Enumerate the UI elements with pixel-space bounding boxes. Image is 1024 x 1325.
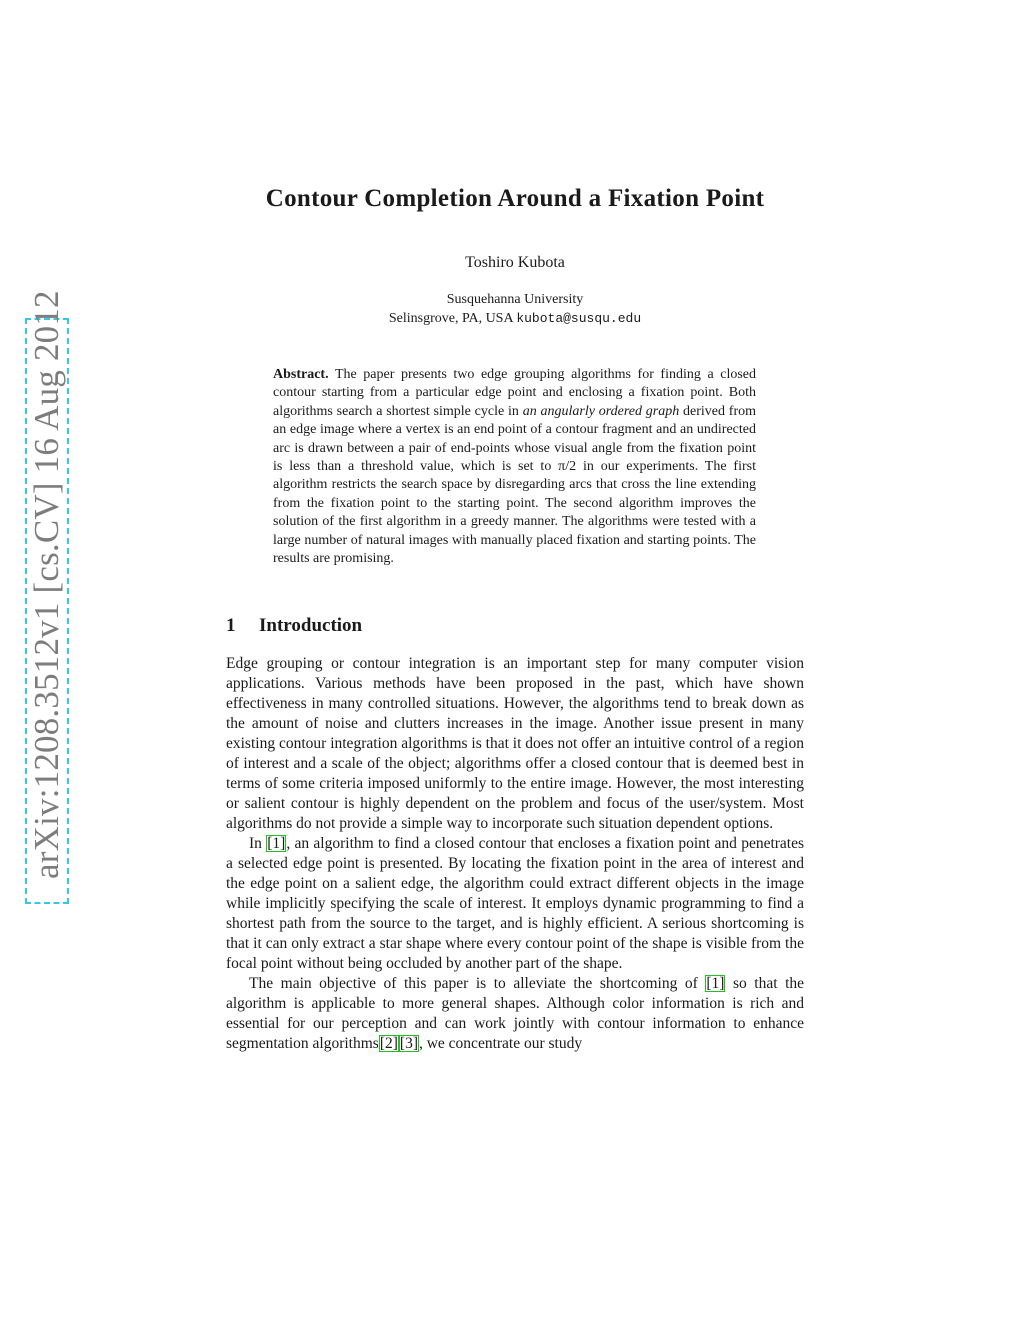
p3-text-a: The main objective of this paper is to alleviate the shortcoming of [249, 975, 698, 992]
section-heading [226, 615, 362, 637]
author-name: Toshiro Kubota [465, 254, 565, 271]
paper-title: Contour Completion Around a Fixation Point [265, 185, 765, 212]
abstract-label: Abstract. [273, 367, 329, 382]
section-number: 1 [226, 615, 236, 636]
intro-paragraph-1: Edge grouping or contour integration is an important step for many computer vision applications. Various methods have been proposed in the past, which have shown effectiveness in many controlled situations. However, the algorithms tend to break down as the amount of noise and clutters increases in the image. Another issue present in many existing contour integration algorithms is that it does not offer an intuitive control of a region of interest and a scale of the object; algorithms offer a closed contour that is deemed best in terms of some criteria imposed uniformly to the entire image. However, the most interesting or salient contour is highly dependent on the problem and focus of the user/system. Most algorithms do not provide a simple way to incorporate such situation dependent options. [226, 655, 804, 832]
citation-2-link[interactable]: [2] [379, 1035, 398, 1052]
p2-text-a: In [249, 835, 262, 852]
affiliation-block [0, 290, 1024, 328]
location: Selinsgrove, PA, USA [388, 311, 513, 326]
intro-body [226, 654, 804, 1054]
intro-paragraph-3 [226, 974, 804, 1054]
citation-1-link[interactable]: [1] [706, 975, 725, 992]
p3-text-b: so that the algorithm is applicable to more general shapes. Although color information is rich and essential for our perception and can work jointly with contour information to enhance segmentation algorithms [226, 975, 805, 1052]
citation-1-link[interactable]: [1] [267, 835, 286, 852]
citation-3-link[interactable]: [3] [399, 1035, 418, 1052]
email-link[interactable]: kubota@susqu.edu [516, 311, 642, 326]
abstract-text-1: The paper presents two edge grouping algorithms for finding a closed contour starting from a particular edge point and enclosing a fixation point. Both algorithms search a shortest simple cycle in [273, 367, 757, 419]
abstract-text-2: derived from an edge image where a vertex is an end point of a contour fragment and an undirected arc is drawn between a pair of end-points whose visual angle from the fixation point is less than a threshold value, which is set to π/2 in our experiments. The first algorithm restricts the search space by disregarding arcs that cross the line extending from the fixation point to the starting point. The second algorithm improves the solution of the first algorithm in a greedy manner. The algorithms were tested with a large number of natural images with manually placed fixation and starting points. The results are promising. [273, 403, 757, 567]
arxiv-id: arXiv:1208.3512v1 [cs.CV] 16 Aug 2012 [27, 290, 66, 879]
intro-paragraph-2 [226, 834, 804, 974]
affiliation: Susquehanna University [446, 292, 584, 307]
p3-text-c: , we concentrate our study [418, 1035, 583, 1052]
abstract-emphasis: an angularly ordered graph [522, 403, 680, 419]
location-line [0, 309, 1024, 328]
abstract [273, 366, 756, 568]
p2-text-b: , an algorithm to find a closed contour that encloses a fixation point and penetrates a selected edge point is presented. By locating the fixation point in the area of interest and the edge point on a salient edge, the algorithm could extract different objects in the image while implicitly specifying the scale of interest. It employs dynamic programming to find a shortest path from the source to the target, and is highly efficient. A serious shortcoming is that it can only extract a star shape where every contour point of the shape is visible from the focal point without being occluded by another part of the shape. [226, 835, 805, 972]
section-title: Introduction [259, 615, 363, 636]
